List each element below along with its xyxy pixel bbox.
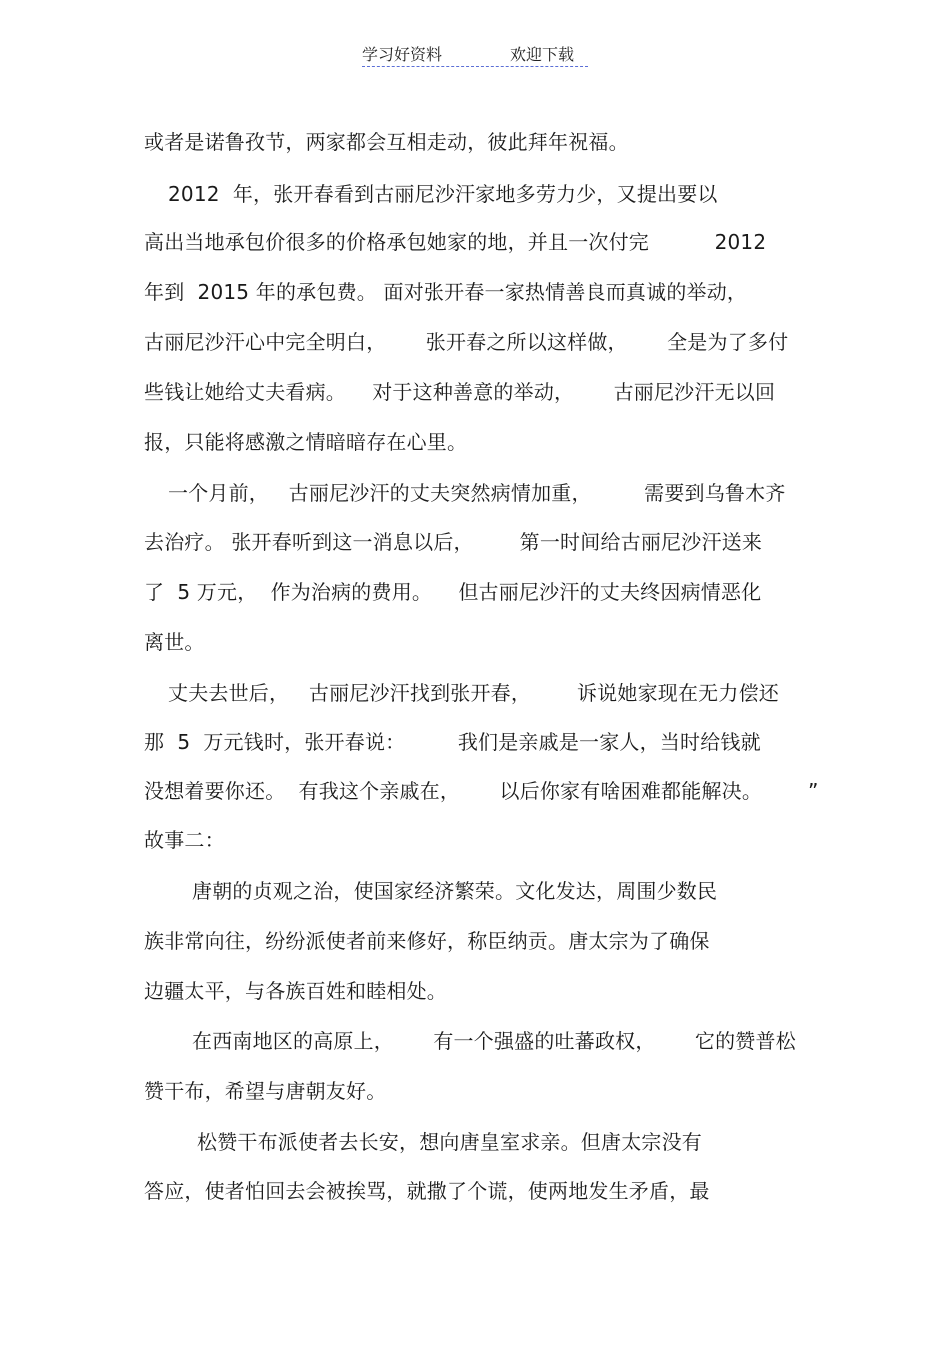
text-line: 2012 年，张开春看到古丽尼沙汗家地多劳力少，又提出要以	[168, 182, 718, 206]
page-header	[362, 40, 588, 67]
text-line: 一个月前， 古丽尼沙汗的丈夫突然病情加重， 需要到乌鲁木齐	[168, 481, 786, 505]
text-line: 答应，使者怕回去会被挨骂，就撒了个谎，使两地发生矛盾，最	[144, 1179, 710, 1203]
text-line: 在西南地区的高原上， 有一个强盛的吐蕃政权， 它的赞普松	[192, 1029, 796, 1053]
text-line: 松赞干布派使者去长安，想向唐皇室求亲。但唐太宗没有	[197, 1130, 702, 1154]
text-line: 去治疗。 张开春听到这一消息以后， 第一时间给古丽尼沙汗送来	[144, 530, 763, 554]
text-line: 边疆太平，与各族百姓和睦相处。	[144, 979, 447, 1003]
text-line: 了 5 万元， 作为治病的费用。 但古丽尼沙汗的丈夫终因病情恶化	[144, 580, 762, 604]
text-line: 没想着要你还。 有我这个亲戚在， 以后你家有啥困难都能解决。 ”	[144, 779, 819, 803]
text-line: 赞干布，希望与唐朝友好。	[144, 1079, 387, 1103]
header-right-text: 欢迎下载	[510, 45, 575, 64]
header-left-text: 学习好资料	[362, 45, 443, 64]
text-line: 丈夫去世后， 古丽尼沙汗找到张开春， 诉说她家现在无力偿还	[168, 681, 779, 705]
text-line: 报，只能将感激之情暗暗存在心里。	[144, 430, 468, 454]
text-line: 或者是诺鲁孜节，两家都会互相走动，彼此拜年祝福。	[144, 130, 629, 154]
text-line: 古丽尼沙汗心中完全明白， 张开春之所以这样做， 全是为了多付	[144, 330, 789, 354]
text-line: 年到 2015 年的承包费。 面对张开春一家热情善良而真诚的举动，	[144, 280, 748, 304]
text-line: 那 5 万元钱时，张开春说： 我们是亲戚是一家人，当时给钱就	[144, 730, 761, 754]
text-line: 唐朝的贞观之治，使国家经济繁荣。文化发达，周围少数民	[192, 879, 718, 903]
section-heading: 故事二：	[144, 828, 225, 852]
text-line: 族非常向往，纷纷派使者前来修好，称臣纳贡。唐太宗为了确保	[144, 929, 710, 953]
text-line: 些钱让她给丈夫看病。 对于这种善意的举动， 古丽尼沙汗无以回	[144, 380, 776, 404]
text-line: 高出当地承包价很多的价格承包她家的地，并且一次付完 2012	[144, 230, 767, 254]
text-line: 离世。	[144, 630, 205, 654]
